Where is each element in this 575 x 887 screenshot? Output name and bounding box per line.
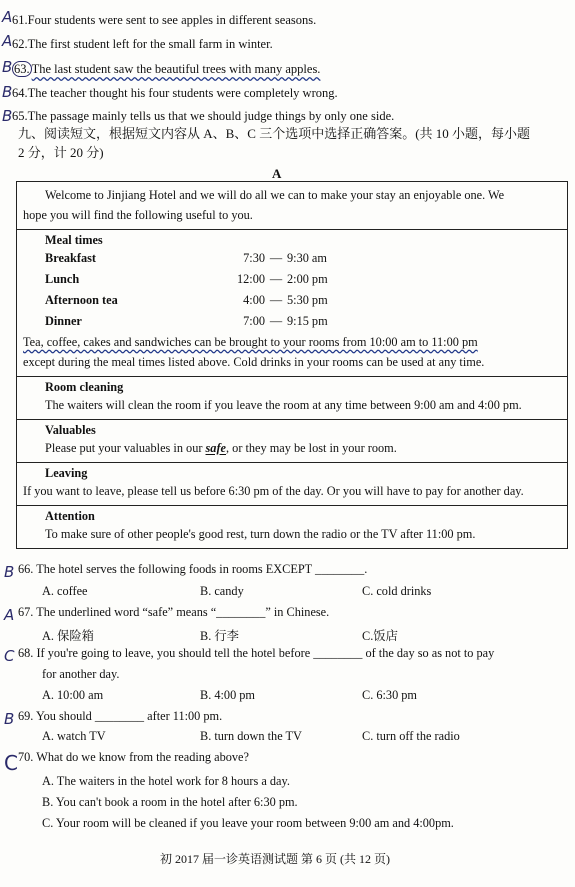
statement-63: 63. The last student saw the beautiful trees with many apples. xyxy=(14,62,321,76)
answer-mark: A xyxy=(2,8,13,26)
answer-mark: C xyxy=(4,751,18,775)
answer-mark: B xyxy=(2,107,13,125)
underlined-word-safe: safe xyxy=(205,441,227,455)
statement-65: 65.The passage mainly tells us that we should judge things by only one side. xyxy=(12,109,395,123)
meal-times-title: Meal times xyxy=(45,233,103,247)
meal-times-row: Meal times Breakfast 7:30 — 9:30 am Lunch 12:00 — 2:00 pm Afternoon tea 4:00 — 5:30 pm Dinner 7:00 — 9:15 pm Tea, coffee, cakes and sandwiches can be brought to your rooms from 10:00 am to 11:00 pm except during the meal times listed above. Cold drinks in your rooms can be used at any time. xyxy=(17,230,567,377)
answer-mark: B xyxy=(2,83,13,101)
question-66: 66. The hotel serves the following foods in rooms EXCEPT ________. xyxy=(18,562,368,576)
meal-times-table: Breakfast 7:30 — 9:30 am Lunch 12:00 — 2:00 pm Afternoon tea 4:00 — 5:30 pm Dinner 7:00 — 9:15 pm xyxy=(45,251,328,328)
options-66: A. coffee B. candy C. cold drinks xyxy=(42,584,432,598)
question-68: 68. If you're going to leave, you should tell the hotel before ________ of the day so as not to pay xyxy=(18,646,495,660)
answer-mark: B xyxy=(4,710,15,728)
answer-mark: B xyxy=(2,58,13,76)
answer-mark: B xyxy=(4,563,15,581)
question-68-cont: for another day. xyxy=(42,667,120,681)
meal-note: Tea, coffee, cakes and sandwiches can be brought to your rooms from 10:00 am to 11:00 pm xyxy=(23,335,478,349)
options-69: A. watch TV B. turn down the TV C. turn off the radio xyxy=(42,729,460,743)
answer-mark: C xyxy=(4,647,15,665)
leaving-row: Leaving If you want to leave, please tell us before 6:30 pm of the day. Or you will have to pay for another day. xyxy=(17,463,567,506)
question-69: 69. You should ________ after 11:00 pm. xyxy=(18,709,223,723)
passage-letter: A xyxy=(272,166,282,181)
options-70: A. The waiters in the hotel work for 8 hours a day. B. You can't book a room in the hotel after 6:30 pm. C. Your room will be cleaned if you leave your room between 9:00 am and 4:00pm. xyxy=(42,774,454,830)
answer-mark: A xyxy=(4,606,15,624)
room-cleaning-row: Room cleaning The waiters will clean the room if you leave the room at any time between 9:00 am and 4:00 pm. xyxy=(17,377,567,420)
section-heading: 九、阅读短文，根据短文内容从 A、B、C 三个选项中选择正确答案。(共 10 小题，每小题 2 分，计 20 分) xyxy=(18,126,531,160)
welcome-row: Welcome to Jinjiang Hotel and we will do all we can to make your stay an enjoyable one. We hope you will find the following useful to you. xyxy=(17,182,567,230)
statement-62: 62.The first student left for the small farm in winter. xyxy=(12,37,273,51)
valuables-row: Valuables Please put your valuables in our safe, or they may be lost in your room. xyxy=(17,420,567,463)
options-67: A. 保险箱 B. 行李 C.饭店 xyxy=(42,629,398,643)
hotel-notice xyxy=(16,181,568,549)
options-68: A. 10:00 am B. 4:00 pm C. 6:30 pm xyxy=(42,688,417,702)
attention-row: Attention To make sure of other people's good rest, turn down the radio or the TV after 11:00 pm. xyxy=(45,509,476,541)
statement-64: 64.The teacher thought his four students were completely wrong. xyxy=(12,86,338,100)
question-67: 67. The underlined word “safe” means “________” in Chinese. xyxy=(18,605,330,619)
answer-mark: A xyxy=(2,32,13,50)
page-footer: 初 2017 届一诊英语测试题 第 6 页 (共 12 页) xyxy=(160,852,390,866)
question-70: 70. What do we know from the reading above? xyxy=(18,750,249,764)
statement-61: 61.Four students were sent to see apples in different seasons. xyxy=(12,13,317,27)
